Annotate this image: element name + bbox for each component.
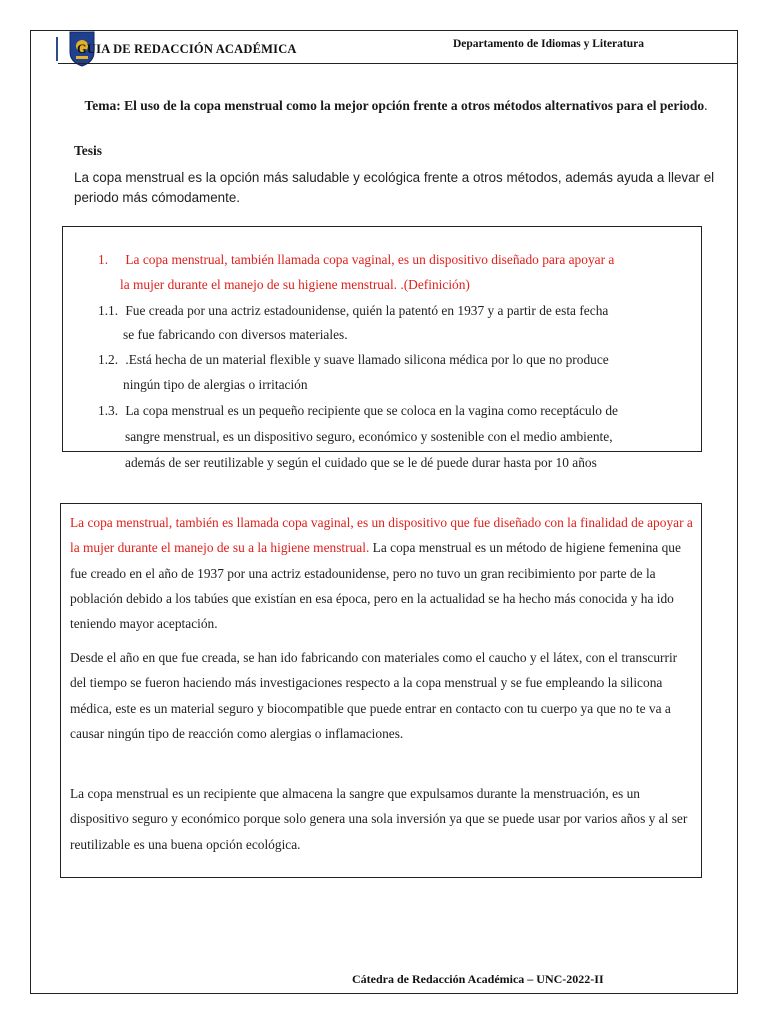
essay-paragraph-1-rest: La copa menstrual es un método de higiene femenina que fue creado en el año de 1937 por una actriz estadounidense, pero no tuvo un gran recibimiento por parte de la población debido a los tabúes que existían en esa época, pero en la actualidad se ha hecho más conocida y ha ido teniendo mayor aceptación. (70, 540, 681, 632)
outline-number: 1. (98, 252, 109, 267)
tesis-text: La copa menstrual es la opción más saludable y ecológica frente a otros métodos, además ayuda a llevar el periodo más cómodamente. (74, 170, 715, 205)
outline-number: 1.3. (98, 403, 119, 418)
outline-item-1-2-cont: ningún tipo de alergias o irritación (123, 377, 308, 392)
outline-item-1-1 (98, 298, 698, 323)
essay-paragraph-2: Desde el año en que fue creada, se han ido fabricando con materiales como el caucho y el látex, con el transcurrir del tiempo se fueron haciendo más investigaciones respecto a la copa menstrual y se fue empleando la silicona médica, este es un material seguro y biocompatible que puede entrar en contacto con tu cuerpo ya que no te va a causar ningún tipo de reacción como alergias o inflamaciones. (70, 650, 678, 741)
guide-title: GUIA DE REDACCIÓN ACADÉMICA (77, 42, 297, 56)
outline-line: La copa menstrual es un pequeño recipiente que se coloca en la vagina como receptáculo de (125, 403, 618, 418)
outline-item-1-3-cont: sangre menstrual, es un dispositivo seguro, económico y sostenible con el medio ambiente, (125, 429, 613, 444)
outline-number: 1.1. (98, 303, 119, 318)
outline-item-1-3 (98, 398, 698, 423)
outline-item-1-2 (98, 347, 698, 372)
tesis-label: Tesis (74, 143, 103, 158)
topic-text: El uso de la copa menstrual como la mejor opción frente a otros métodos alternativos para el periodo (124, 98, 705, 113)
outline-number: 1.2. (98, 352, 119, 367)
outline-line: La copa menstrual, también llamada copa vaginal, es un dispositivo diseñado para apoyar a (125, 252, 615, 267)
topic-label: Tema: (84, 98, 121, 113)
header-divider (58, 63, 738, 64)
essay-paragraph-3: La copa menstrual es un recipiente que almacena la sangre que expulsamos durante la menstruación, es un dispositivo seguro y económico porque solo genera una sola inversión ya que se puede usar por varios años y al ser reutilizable es una buena opción ecológica. (70, 786, 688, 852)
department-name: Departamento de Idiomas y Literatura (452, 38, 644, 50)
outline-item-1-3-cont2: además de ser reutilizable y según el cuidado que se le dé puede durar hasta por 10 años (125, 455, 597, 470)
outline-line: Fue creada por una actriz estadounidense, quién la patentó en 1937 y a partir de esta fecha (125, 303, 609, 318)
header-accent-bar (56, 37, 58, 61)
essay-paragraph-1 (70, 510, 696, 636)
essay-paragraph-1-highlight: La copa menstrual, también es llamada copa vaginal, es un dispositivo que fue diseñado con la finalidad de apoyar a la mujer durante el manejo de su a la higiene menstrual. (70, 515, 693, 556)
footer-text: Cátedra de Redacción Académica – UNC-2022-II (352, 972, 604, 986)
outline-line: .Está hecha de un material flexible y suave llamado silicona médica por lo que no produce (125, 352, 609, 367)
topic-heading (66, 96, 726, 115)
outline-item-1-1-cont: se fue fabricando con diversos materiales. (123, 327, 348, 342)
outline-item-1 (98, 247, 698, 272)
topic-end: . (704, 98, 708, 113)
outline-item-1-cont: la mujer durante el manejo de su higiene menstrual. .(Definición) (120, 277, 470, 292)
